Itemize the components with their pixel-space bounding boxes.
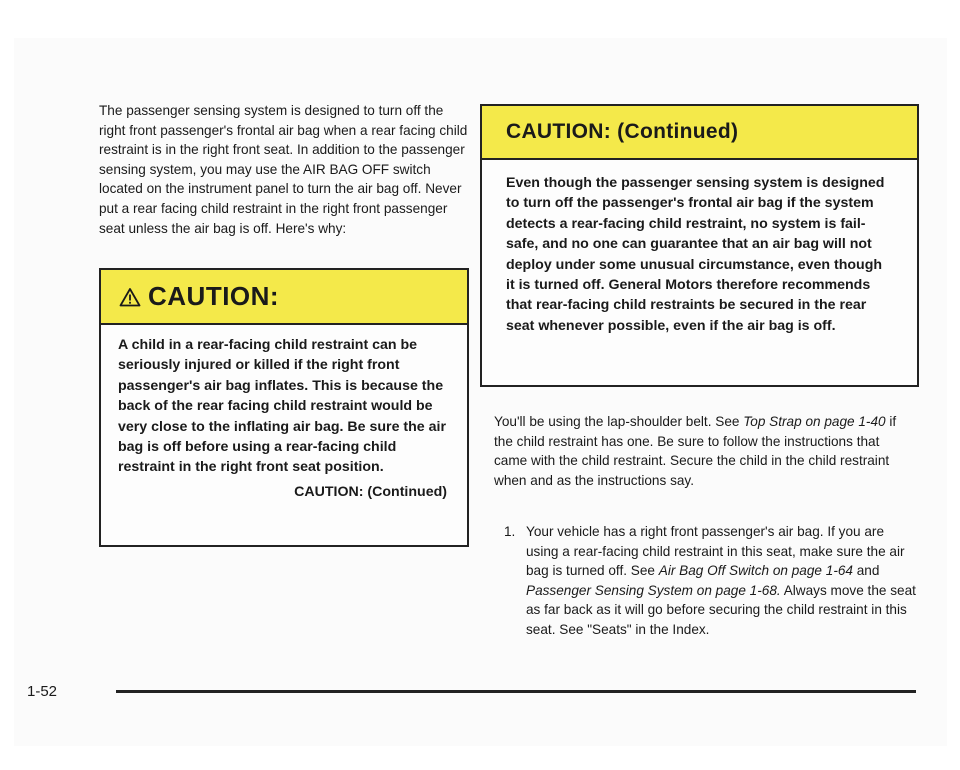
footer-rule: [116, 690, 916, 693]
caution-header: [101, 270, 467, 325]
caution-text: A child in a rear-facing child restraint can be seriously injured or killed if the right front passenger's air bag inflates. This is because the back of the rear facing child restraint would be very close to the inflating air bag. Be sure the air bag is off before using a rear-facing child restraint in the right front seat position.: [118, 337, 446, 476]
caution-continued-label: CAUTION: (Continued): [294, 483, 447, 500]
caution-header: [482, 106, 917, 160]
caution-title: CAUTION: (Continued): [506, 120, 739, 143]
steps-list: [504, 522, 916, 640]
paragraph-text: if the child restraint has one. Be sure to follow the instructions that came with the child restraint. Secure the child in the child restraint when and as the instructions say.: [494, 414, 897, 488]
paragraph-text: Your vehicle has a right front passenger's air bag. If you are using a rear-facing child restraint in this seat, make sure the air bag is turned off. See: [526, 524, 905, 579]
intro-paragraph: The passenger sensing system is designed to turn off the right front passenger's frontal air bag when a rear facing child restraint is in the right front seat. In addition to the passenger sensing system, you may use the AIR BAG OFF switch located on the instrument panel to turn the air bag off. Never put a rear facing child restraint in the right front passenger seat unless the air bag is off. Here's why:: [99, 103, 468, 236]
step-number: 1.: [504, 524, 516, 539]
warning-triangle-icon: [119, 287, 141, 307]
cross-reference-link: Air Bag Off Switch on page 1-64: [658, 563, 853, 579]
paragraph-text: You'll be using the lap-shoulder belt. See: [494, 414, 744, 429]
lap-shoulder-paragraph: [494, 412, 914, 490]
caution-box: [99, 268, 469, 547]
caution-continued-box: [480, 104, 919, 387]
caution-text: Even though the passenger sensing system is designed to turn off the passenger's frontal air bag if the system detects a rear-facing child restraint, no system is fail-safe, and no one can guarantee that an air bag will not deploy under some unusual circumstance, even though it is turned off. General Motors therefore recommends that rear-facing child restraints be secured in the rear seat whenever possible, even if the air bag is off.: [506, 175, 885, 334]
cross-reference-link: Passenger Sensing System on page 1-68.: [526, 582, 781, 598]
list-item: [504, 522, 916, 640]
step-text: [526, 522, 916, 640]
page-number: 1-52: [27, 683, 58, 700]
paragraph-text: and: [852, 563, 880, 579]
paragraph-text: Always move the seat as far back as it will go before securing the child restraint in this seat. See "Seats" in the Index.: [526, 582, 916, 637]
caution-title: CAUTION:: [148, 281, 280, 311]
cross-reference-link: Top Strap on page 1-40: [743, 414, 886, 429]
